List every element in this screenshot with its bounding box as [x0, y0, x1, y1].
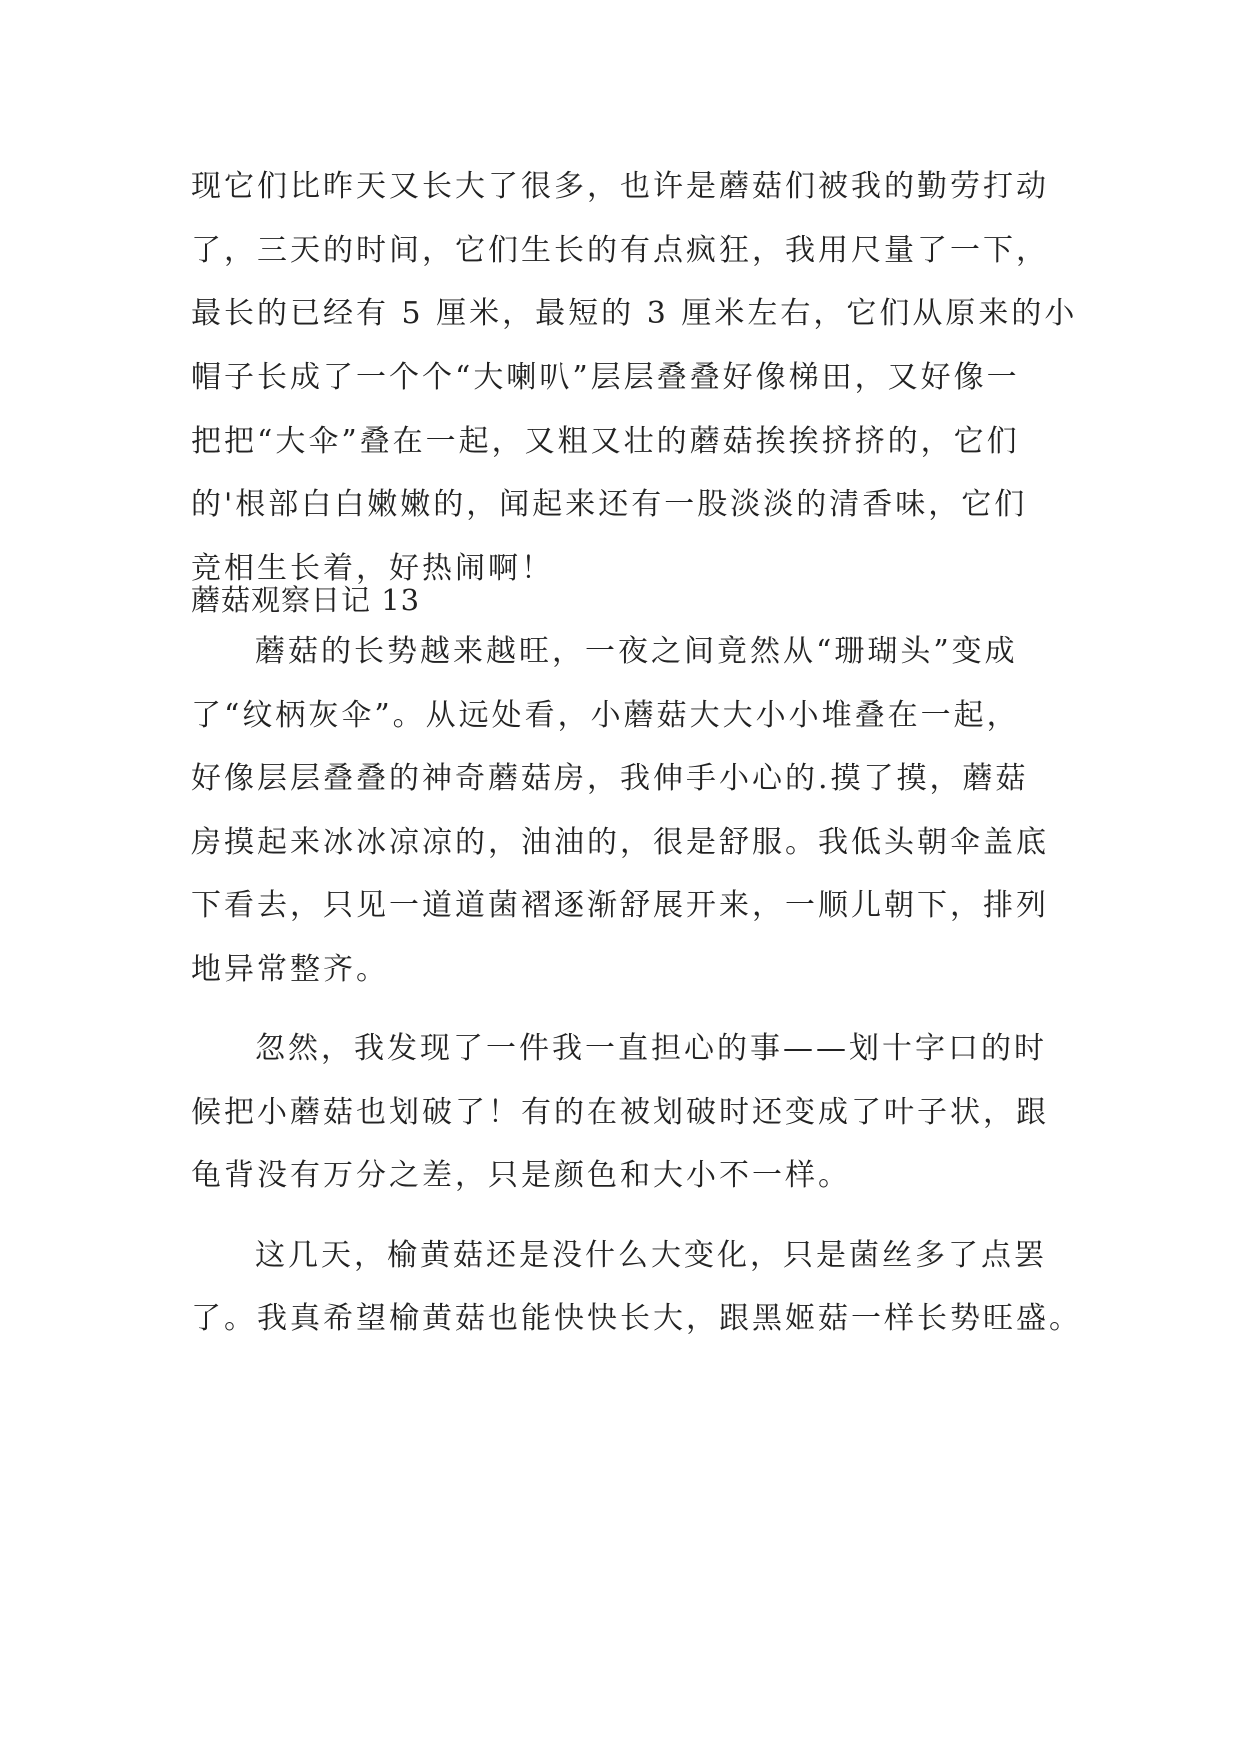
- text-line: 好像层层叠叠的神奇蘑菇房，我伸手小心的.摸了摸，蘑菇: [191, 761, 1029, 796]
- text-line: 房摸起来冰冰凉凉的，油油的，很是舒服。我低头朝伞盖底: [191, 825, 1049, 860]
- text-line: 候把小蘑菇也划破了！有的在被划破时还变成了叶子状，跟: [191, 1095, 1049, 1130]
- text-line: 帽子长成了一个个“大喇叭”层层叠叠好像梯田，又好像一: [191, 360, 1020, 395]
- text-line: 地异常整齐。: [191, 952, 389, 987]
- text-line: 竞相生长着，好热闹啊！: [191, 551, 554, 586]
- text-line: 这几天，榆黄菇还是没什么大变化，只是菌丝多了点罢: [255, 1238, 1047, 1273]
- text-line: 了“纹柄灰伞”。从远处看，小蘑菇大大小小堆叠在一起，: [191, 698, 1020, 733]
- text-line: 了，三天的时间，它们生长的有点疯狂，我用尺量了一下，: [191, 233, 1049, 268]
- text-line: 的'根部白白嫩嫩的，闻起来还有一股淡淡的清香味，它们: [191, 487, 1028, 522]
- section-title: 蘑菇观察日记 13: [191, 583, 421, 617]
- text-line: 了。我真希望榆黄菇也能快快长大，跟黑姬菇一样长势旺盛。: [191, 1301, 1082, 1336]
- text-line: 最长的已经有 5 厘米，最短的 3 厘米左右，它们从原来的小: [191, 296, 1078, 331]
- text-line: 现它们比昨天又长大了很多，也许是蘑菇们被我的勤劳打动: [191, 169, 1049, 204]
- text-line: 龟背没有万分之差，只是颜色和大小不一样。: [191, 1158, 851, 1193]
- text-line: 把把“大伞”叠在一起，又粗又壮的蘑菇挨挨挤挤的，它们: [191, 424, 1020, 459]
- text-line: 忽然，我发现了一件我一直担心的事——划十字口的时: [255, 1031, 1047, 1066]
- text-line: 下看去，只见一道道菌褶逐渐舒展开来，一顺儿朝下，排列: [191, 888, 1049, 923]
- text-line: 蘑菇的长势越来越旺，一夜之间竟然从“珊瑚头”变成: [255, 634, 1018, 669]
